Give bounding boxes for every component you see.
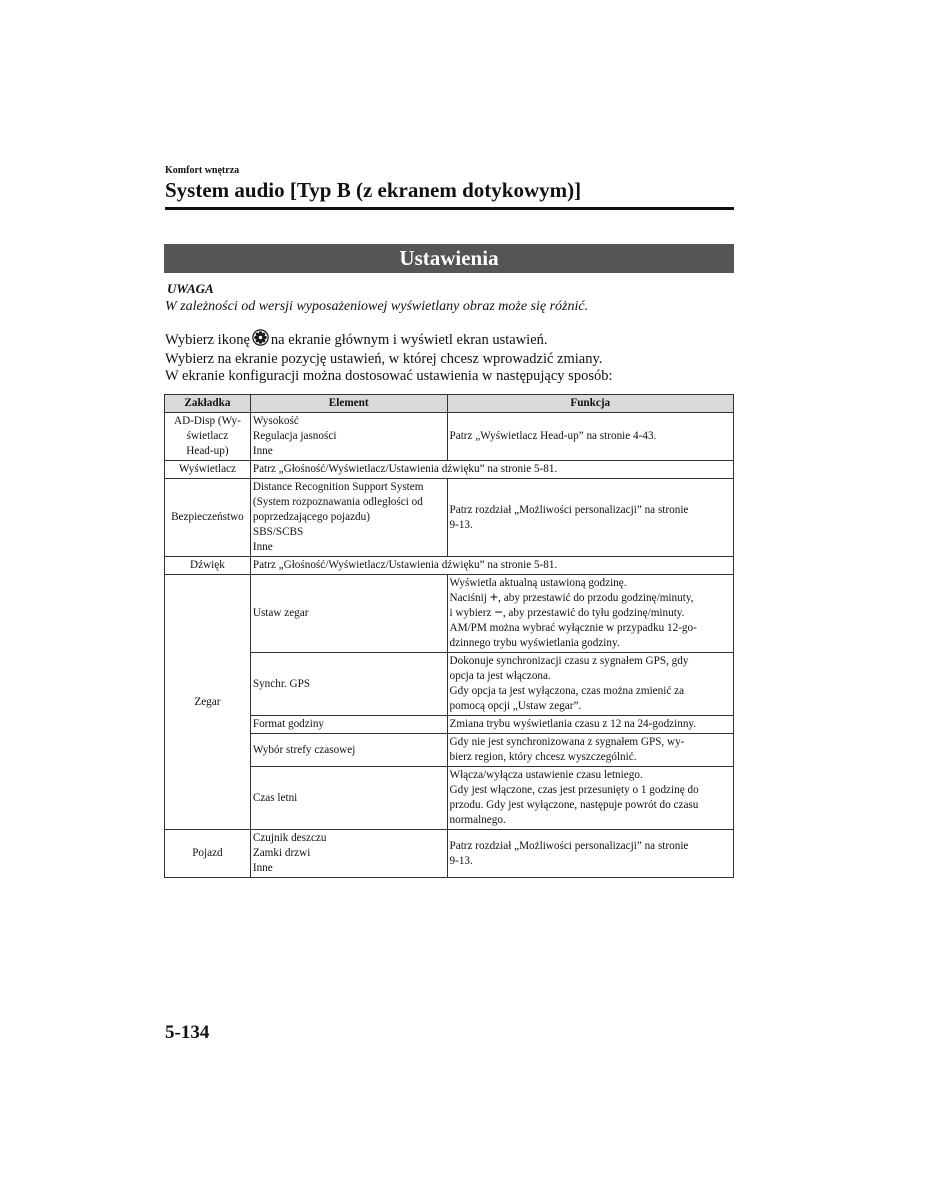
function-text: opcja ta jest włączona. <box>449 670 551 682</box>
element-text: Inne <box>252 862 273 874</box>
plus-icon: + <box>489 590 499 606</box>
tab-cell-clock: Zegar <box>165 575 251 830</box>
function-cell <box>447 575 733 653</box>
function-text-part: i wybierz <box>449 607 492 619</box>
column-header-element: Element <box>250 395 447 413</box>
function-text: przodu. Gdy jest wyłączone, następuje powrót do czasu <box>449 799 699 811</box>
intro-line-2: Wybierz na ekranie pozycję ustawień, w której chcesz wprowadzić zmiany. <box>165 351 603 367</box>
element-cell <box>250 830 447 878</box>
function-cell: Patrz „Wyświetlacz Head-up” na stronie 4-43. <box>447 413 733 461</box>
table-row <box>165 830 734 878</box>
intro-line-3: W ekranie konfiguracji można dostosować ustawienia w następujący sposób: <box>165 368 613 384</box>
tab-cell-display: Wyświetlacz <box>165 461 251 479</box>
function-cell <box>447 479 733 557</box>
function-cell <box>447 830 733 878</box>
note-text: W zależności od wersji wyposażeniowej wyświetlany obraz może się różnić. <box>165 299 589 314</box>
function-text <box>450 606 731 621</box>
function-text-part: , aby przestawić do przodu godzinę/minuty, <box>498 592 694 604</box>
intro-line-1-start: Wybierz ikonę <box>165 332 250 348</box>
intro-line-1 <box>165 329 740 351</box>
function-cell <box>447 653 733 716</box>
element-text: Distance Recognition Support System <box>252 481 424 493</box>
element-cell <box>250 479 447 557</box>
function-text: Patrz rozdział „Możliwości personalizacji” na stronie <box>449 839 689 852</box>
element-text: Inne <box>252 445 273 457</box>
function-text-part: Naciśnij <box>449 592 487 604</box>
tab-cell-sound: Dźwięk <box>165 557 251 575</box>
function-text: Gdy jest włączone, czas jest przesunięty o 1 godzinę do <box>449 784 699 796</box>
title-divider <box>165 207 734 210</box>
element-text: poprzedzającego pojazdu) <box>252 511 370 523</box>
element-cell: Czas letni <box>250 767 447 830</box>
element-cell: Ustaw zegar <box>250 575 447 653</box>
table-row <box>165 575 734 653</box>
column-header-tab: Zakładka <box>165 395 251 413</box>
table-row <box>165 413 734 461</box>
element-text: Regulacja jasności <box>252 430 337 442</box>
function-text: bierz region, który chcesz wyszczególnić. <box>449 751 637 763</box>
function-text: 9-13. <box>449 854 473 867</box>
tab-cell-safety: Bezpieczeństwo <box>165 479 251 557</box>
tab-text: AD-Disp (Wy- <box>174 415 241 427</box>
function-text: AM/PM można wybrać wyłącznie w przypadku 12-go- <box>449 622 697 634</box>
element-text: SBS/SCBS <box>252 526 304 538</box>
function-text: Gdy opcja ta jest wyłączona, czas można zmienić za <box>449 685 685 697</box>
function-text: Gdy nie jest synchronizowana z sygnałem GPS, wy- <box>449 736 685 748</box>
element-text: Wysokość <box>252 415 299 427</box>
function-text: pomocą opcji „Ustaw zegar”. <box>449 700 582 712</box>
table-row <box>165 716 734 734</box>
gear-icon <box>252 329 269 351</box>
function-text: normalnego. <box>449 814 506 826</box>
table-row <box>165 734 734 767</box>
column-header-function: Funkcja <box>447 395 733 413</box>
table-row <box>165 557 734 575</box>
intro-line-1-end: na ekranie głównym i wyświetl ekran ustawień. <box>270 332 548 348</box>
function-text: Wyświetla aktualną ustawioną godzinę. <box>449 577 627 589</box>
element-cell: Synchr. GPS <box>250 653 447 716</box>
function-cell <box>447 767 733 830</box>
function-cell <box>447 734 733 767</box>
settings-table <box>164 394 734 878</box>
page-title: System audio [Typ B (z ekranem dotykowym)] <box>165 178 582 202</box>
function-text: Patrz rozdział „Możliwości personalizacji” na stronie <box>449 503 689 516</box>
tab-text: świetlacz <box>186 430 229 442</box>
section-label: Komfort wnętrza <box>165 165 240 176</box>
note-label: UWAGA <box>167 281 214 296</box>
element-cell: Wybór strefy czasowej <box>250 734 447 767</box>
table-row <box>165 767 734 830</box>
function-cell: Zmiana trybu wyświetlania czasu z 12 na 24-godzinny. <box>447 716 733 734</box>
section-banner: Ustawienia <box>164 244 734 273</box>
function-text: 9-13. <box>449 518 473 531</box>
tab-cell-vehicle: Pojazd <box>165 830 251 878</box>
tab-text: Head-up) <box>186 445 229 457</box>
table-row <box>165 461 734 479</box>
tab-cell-ad-disp <box>165 413 251 461</box>
table-header-row <box>165 395 734 413</box>
function-text-part: , aby przestawić do tyłu godzinę/minuty. <box>502 607 685 619</box>
element-cell <box>250 413 447 461</box>
element-text: Inne <box>252 541 273 553</box>
reference-cell: Patrz „Głośność/Wyświetlacz/Ustawienia dźwięku” na stronie 5-81. <box>250 557 733 575</box>
element-cell: Format godziny <box>250 716 447 734</box>
table-row <box>165 479 734 557</box>
page-number: 5-134 <box>165 1022 210 1043</box>
function-text: dzinnego trybu wyświetlania godziny. <box>449 637 620 649</box>
function-text: Włącza/wyłącza ustawienie czasu letniego. <box>449 769 643 781</box>
table-row <box>165 653 734 716</box>
function-text <box>450 591 731 606</box>
function-text: Dokonuje synchronizacji czasu z sygnałem GPS, gdy <box>449 655 689 667</box>
element-text: Czujnik deszczu <box>252 832 327 844</box>
minus-icon: − <box>494 605 503 621</box>
element-text: (System rozpoznawania odległości od <box>252 496 423 508</box>
intro-text <box>165 329 740 385</box>
reference-cell: Patrz „Głośność/Wyświetlacz/Ustawienia dźwięku” na stronie 5-81. <box>250 461 733 479</box>
element-text: Zamki drzwi <box>252 847 311 859</box>
